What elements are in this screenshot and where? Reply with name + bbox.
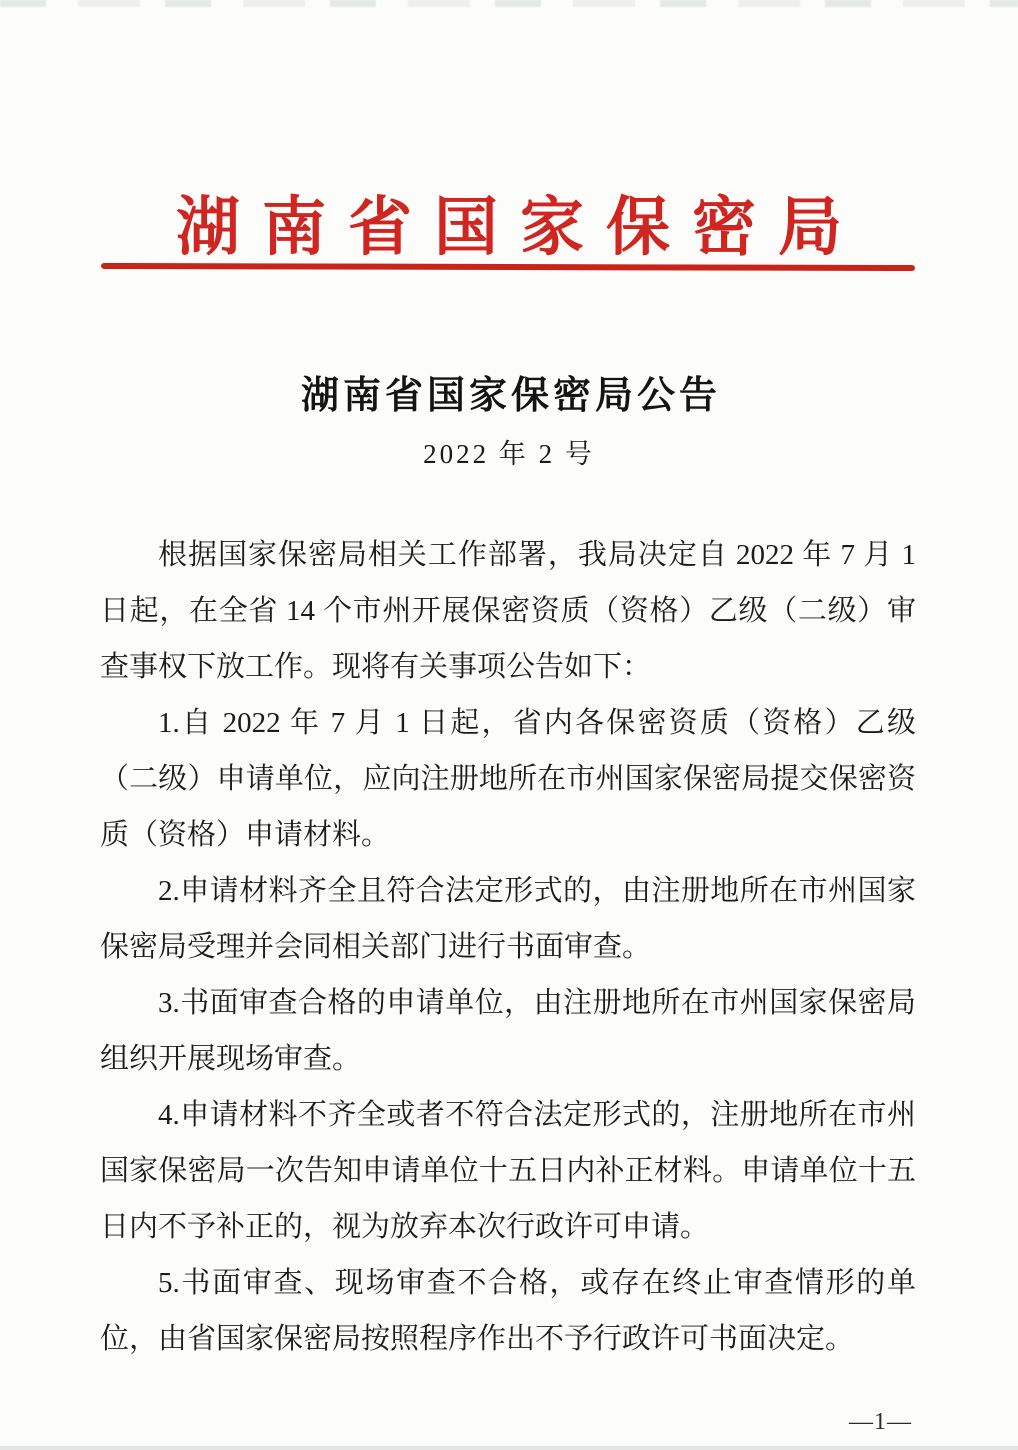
paragraph-intro: 根据国家保密局相关工作部署，我局决定自 2022 年 7 月 1 日起，在全省 14 个市州开展保密资质（资格）乙级（二级）审查事权下放工作。现将有关事项公告如下：: [100, 539, 916, 683]
scan-artifact-strip: [0, 0, 1018, 7]
paragraph-item-5: 5.书面审查、现场审查不合格，或存在终止审查情形的单位，由省国家保密局按照程序作出不予行政许可书面决定。: [100, 1267, 916, 1355]
scan-edge-bottom: [0, 1446, 1018, 1450]
letterhead-title: 湖南省国家保密局: [176, 192, 864, 263]
letterhead-rule: [101, 263, 915, 271]
document-number: 2022 年 2 号: [423, 439, 595, 469]
paragraph-item-2: 2.申请材料齐全且符合法定形式的，由注册地所在市州国家保密局受理并会同相关部门进行书面审查。: [100, 875, 916, 963]
paragraph-item-3: 3.书面审查合格的申请单位，由注册地所在市州国家保密局组织开展现场审查。: [100, 987, 916, 1075]
paragraph-item-4: 4.申请材料不齐全或者不符合法定形式的，注册地所在市州国家保密局一次告知申请单位十五日内补正材料。申请单位十五日内不予补正的，视为放弃本次行政许可申请。: [100, 1099, 916, 1243]
paragraph-item-1: 1.自 2022 年 7 月 1 日起，省内各保密资质（资格）乙级（二级）申请单位，应向注册地所在市州国家保密局提交保密资质（资格）申请材料。: [100, 707, 916, 851]
document-title: 湖南省国家保密局公告: [300, 375, 721, 417]
page-number: —1—: [849, 1409, 912, 1435]
document-paragraphs: [100, 527, 916, 1367]
